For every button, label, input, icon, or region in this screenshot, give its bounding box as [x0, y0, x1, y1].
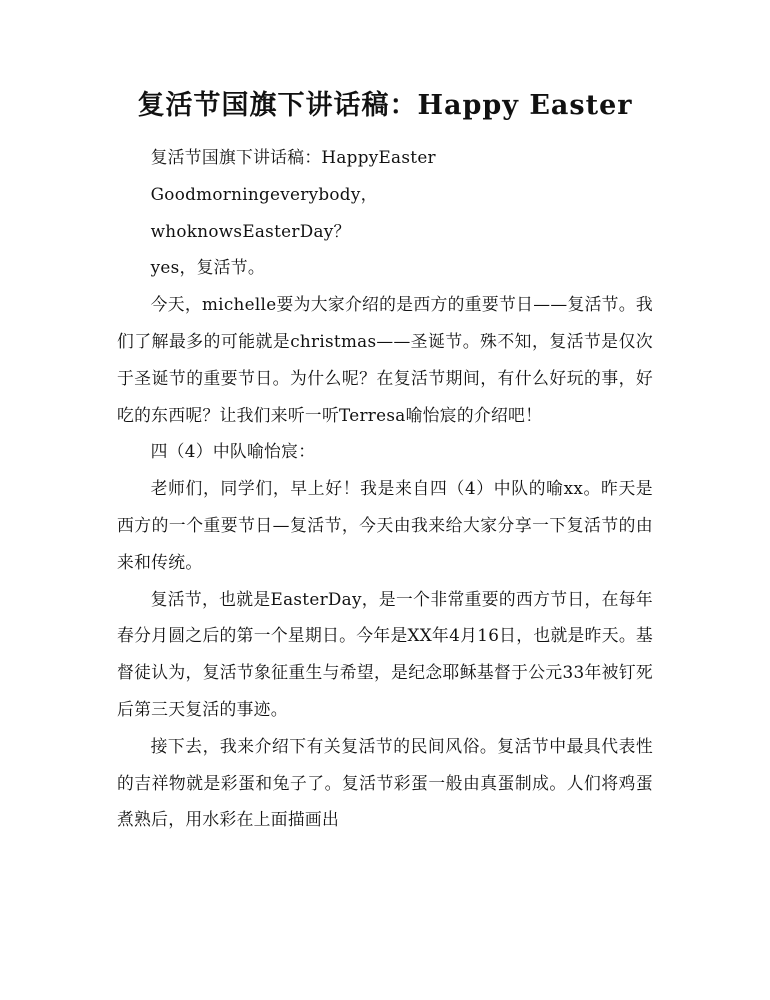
paragraph: 四（4）中队喻怡宸： [150, 441, 316, 462]
paragraph: yes，复活节。 [150, 257, 265, 278]
document-body [117, 139, 653, 838]
paragraph: 复活节，也就是EasterDay，是一个非常重要的西方节日，在每年春分月圆之后的第一个星期日。今年是XX年4月16日，也就是昨天。基督徒认为，复活节象征重生与希望，是纪念耶稣基督于公元33年被钉死后第三天复活的事迹。 [117, 588, 653, 719]
paragraph: whoknowsEasterDay？ [150, 220, 351, 241]
paragraph: 老师们，同学们，早上好！我是来自四（4）中队的喻xx。昨天是西方的一个重要节日—复活节，今天由我来给大家分享一下复活节的由来和传统。 [117, 478, 653, 572]
paragraph: 今天，michelle要为大家介绍的是西方的重要节日——复活节。我们了解最多的可能就是christmas——圣诞节。殊不知，复活节是仅次于圣诞节的重要节日。为什么呢？在复活节期间，有什么好玩的事，好吃的东西呢？让我们来听一听Terresa喻怡宸的介绍吧！ [117, 294, 653, 425]
paragraph: Goodmorningeverybody， [150, 183, 378, 204]
paragraph: 复活节国旗下讲话稿：HappyEaster [150, 147, 436, 167]
paragraph: 接下去，我来介绍下有关复活节的民间风俗。复活节中最具代表性的吉祥物就是彩蛋和兔子了。复活节彩蛋一般由真蛋制成。人们将鸡蛋煮熟后，用水彩在上面描画出 [117, 735, 653, 830]
document-title: 复活节国旗下讲话稿：Happy Easter [137, 90, 633, 121]
